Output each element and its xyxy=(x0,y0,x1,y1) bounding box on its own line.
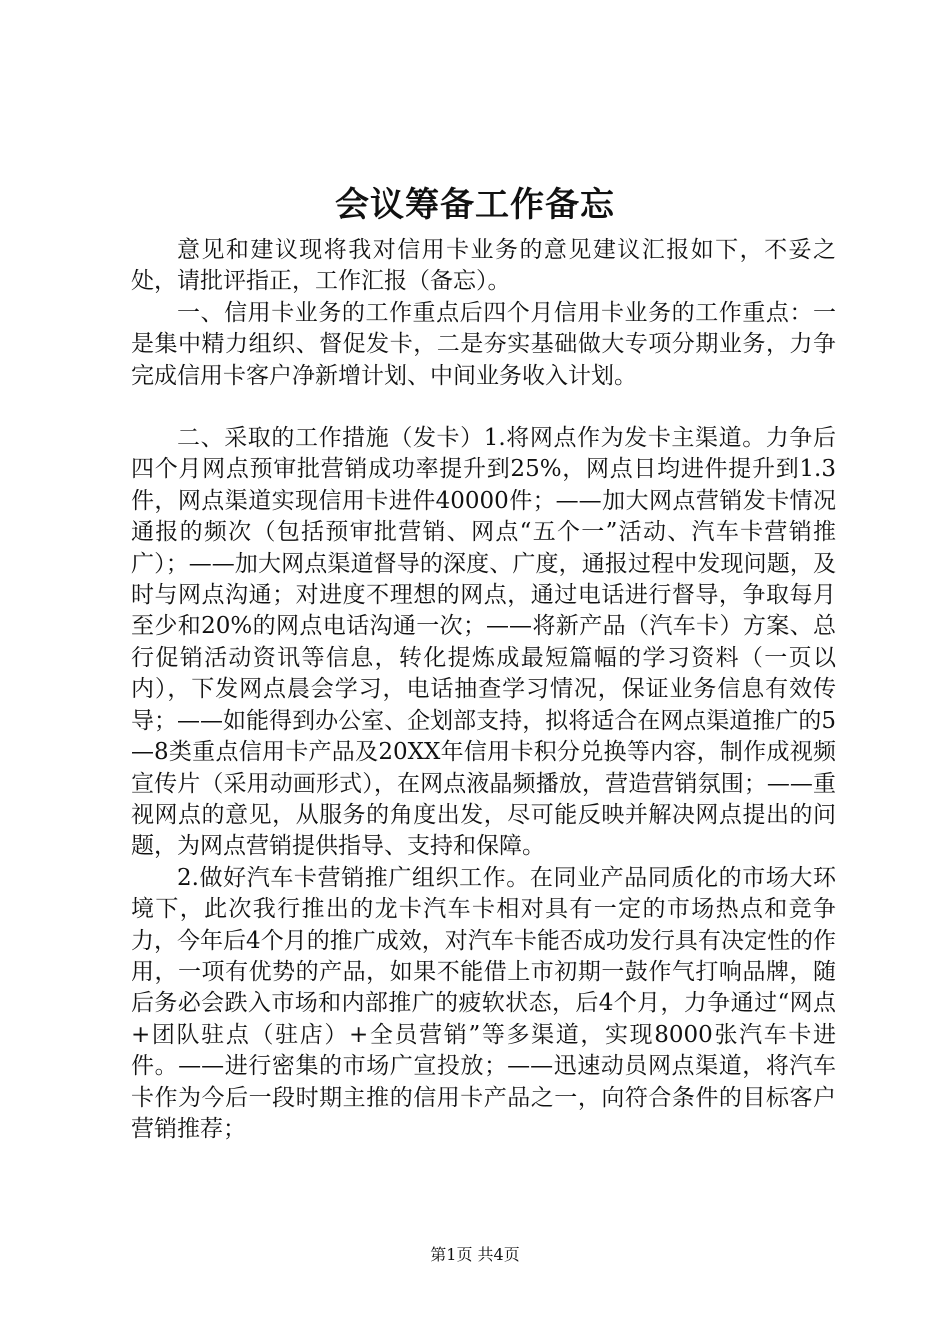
paragraph-measures: 二、采取的工作措施（发卡）1.将网点作为发卡主渠道。力争后四个月网点预审批营销成功率提升到25%，网点日均进件提升到1.3件，网点渠道实现信用卡进件40000件；——加大网点营销发卡情况通报的频次（包括预审批营销、网点“五个一”活动、汽车卡营销推广）；——加大网点渠道督导的深度、广度，通报过程中发现问题，及时与网点沟通；对进度不理想的网点，通过电话进行督导，争取每月至少和20%的网点电话沟通一次；——将新产品（汽车卡）方案、总行促销活动资讯等信息，转化提炼成最短篇幅的学习资料（一页以内），下发网点晨会学习，电话抽查学习情况，保证业务信息有效传导；——如能得到办公室、企划部支持，拟将适合在网点渠道推广的5—8类重点信用卡产品及20XX年信用卡积分兑换等内容，制作成视频宣传片（采用动画形式），在网点液晶频播放，营造营销氛围；——重视网点的意见，从服务的角度出发，尽可能反映并解决网点提出的问题，为网点营销提供指导、支持和保障。 xyxy=(131,425,836,860)
paragraph-intro: 意见和建议现将我对信用卡业务的意见建议汇报如下，不妥之处，请批评指正，工作汇报（备忘）。 xyxy=(131,237,836,295)
document-title: 会议筹备工作备忘 xyxy=(335,185,615,225)
document-body xyxy=(131,235,836,1145)
page-footer: 第1页 共4页 xyxy=(430,1245,520,1264)
paragraph-car-card: 2.做好汽车卡营销推广组织工作。在同业产品同质化的市场大环境下，此次我行推出的龙卡汽车卡相对具有一定的市场热点和竞争力，今年后4个月的推广成效，对汽车卡能否成功发行具有决定性的作用，一项有优势的产品，如果不能借上市初期一鼓作气打响品牌，随后务必会跌入市场和内部推广的疲软状态，后4个月，力争通过“网点+团队驻点（驻店）+全员营销”等多渠道，实现8000张汽车卡进件。——进行密集的市场广宣投放；——迅速动员网点渠道，将汽车卡作为今后一段时期主推的信用卡产品之一，向符合条件的目标客户营销推荐； xyxy=(131,864,836,1142)
paragraph-work-focus: 一、信用卡业务的工作重点后四个月信用卡业务的工作重点：一是集中精力组织、督促发卡，二是夯实基础做大专项分期业务，力争完成信用卡客户净新增计划、中间业务收入计划。 xyxy=(131,299,836,389)
